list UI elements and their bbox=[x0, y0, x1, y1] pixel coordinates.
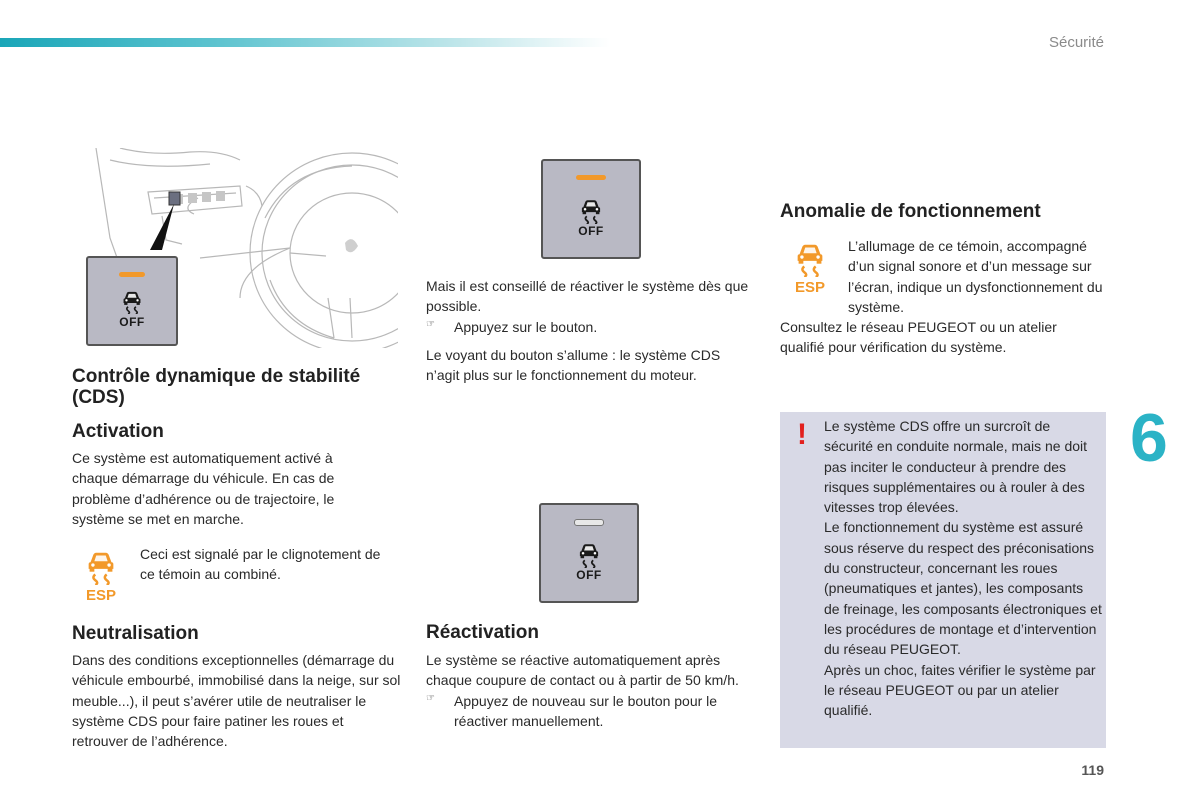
button-lamp-lit bbox=[119, 272, 145, 277]
cds-off-icon bbox=[569, 539, 609, 582]
cds-off-icon bbox=[571, 195, 611, 238]
header-accent-bar bbox=[0, 38, 610, 47]
neutralisation-heading: Neutralisation bbox=[72, 623, 199, 644]
page-number: 119 bbox=[1081, 762, 1104, 778]
button-lamp-text: Le voyant du bouton s’allume : le système CDS n’agit plus sur le fonctionnement du moteur. bbox=[426, 346, 721, 384]
malfunction-heading: Anomalie de fonctionnement bbox=[780, 201, 1041, 222]
malfunction-lamp-text: L’allumage de ce témoin, accompagné d’un signal sonore et d’un message sur l’écran, indique un dysfonctionnement du système. bbox=[848, 238, 1103, 315]
note-paragraph-2: Le fonctionnement du système est assuré sous réserve du respect des préconisations du constructeur, concernant les roues (pneumatiques et jantes), les composants de freinage, les composants électroniques et les procédures de montage et d’intervention du réseau PEUGEOT. bbox=[824, 519, 1102, 658]
warning-exclamation-icon: ! bbox=[797, 418, 807, 451]
press-button-text: Appuyez sur le bouton. bbox=[454, 318, 598, 335]
note-paragraph-1: Le système CDS offre un surcroît de sécurité en conduite normale, mais ne doit pas inciter le conducteur à prendre des risques supplémentaires ou à rouler à des vitesses trop élevées. bbox=[824, 418, 1088, 516]
esp-label: ESP bbox=[85, 587, 116, 604]
esp-warning-icon bbox=[788, 238, 832, 296]
button-lamp-off bbox=[574, 519, 604, 526]
reactivate-step-text: Appuyez de nouveau sur le bouton pour le réactiver manuellement. bbox=[454, 692, 718, 729]
reactivation-block bbox=[426, 650, 756, 731]
page-title: Contrôle dynamique de stabilité (CDS) bbox=[72, 366, 361, 408]
reactivate-advice: Mais il est conseillé de réactiver le système dès que possible. bbox=[426, 278, 749, 315]
off-label: OFF bbox=[578, 224, 604, 238]
esp-label: ESP bbox=[794, 279, 825, 296]
reactivation-text: Le système se réactive automatiquement après chaque coupure de contact ou à partir de 50 km/h. bbox=[426, 652, 739, 689]
activation-text: Ce système est automatiquement activé à chaque démarrage du véhicule. En cas de problème d’adhérence ou de trajectoire, le système se met en marche. bbox=[72, 450, 335, 527]
reactivation-heading: Réactivation bbox=[426, 622, 539, 643]
bullet-marker: ☞ bbox=[426, 692, 435, 704]
chapter-number: 6 bbox=[1130, 400, 1168, 476]
cds-button-panel-lit[interactable] bbox=[541, 159, 641, 259]
cds-button-panel-unlit[interactable] bbox=[539, 503, 639, 603]
activation-heading: Activation bbox=[72, 421, 164, 442]
safety-note-text bbox=[824, 416, 1102, 720]
esp-warning-icon bbox=[80, 546, 122, 604]
section-title: Sécurité bbox=[1048, 34, 1104, 51]
bullet-marker: ☞ bbox=[426, 318, 435, 330]
cds-button-panel[interactable] bbox=[86, 256, 178, 346]
cds-off-icon bbox=[112, 286, 152, 329]
malfunction-advice: Consultez le réseau PEUGEOT ou un atelier qualifié pour vérification du système. bbox=[780, 319, 1057, 356]
activation-lamp-text: Ceci est signalé par le clignotement de ce témoin au combiné. bbox=[140, 546, 381, 583]
off-label: OFF bbox=[119, 315, 145, 329]
press-button-step bbox=[426, 317, 756, 337]
button-lamp-lit bbox=[576, 175, 606, 180]
cds-title-block bbox=[72, 366, 402, 408]
col2-advice-block bbox=[426, 276, 756, 385]
neutralisation-text: Dans des conditions exceptionnelles (démarrage du véhicule embourbé, immobilisé dans la neige, sur sol meuble...), il peut s’avérer utile de neutraliser le système CDS pour faire patiner les roues et retrouver de l’adhérence. bbox=[72, 652, 401, 750]
reactivate-step bbox=[426, 691, 756, 732]
note-paragraph-3: Après un choc, faites vérifier le système par le réseau PEUGEOT ou par un atelier qualifié. bbox=[824, 661, 1096, 719]
off-label: OFF bbox=[576, 568, 602, 582]
